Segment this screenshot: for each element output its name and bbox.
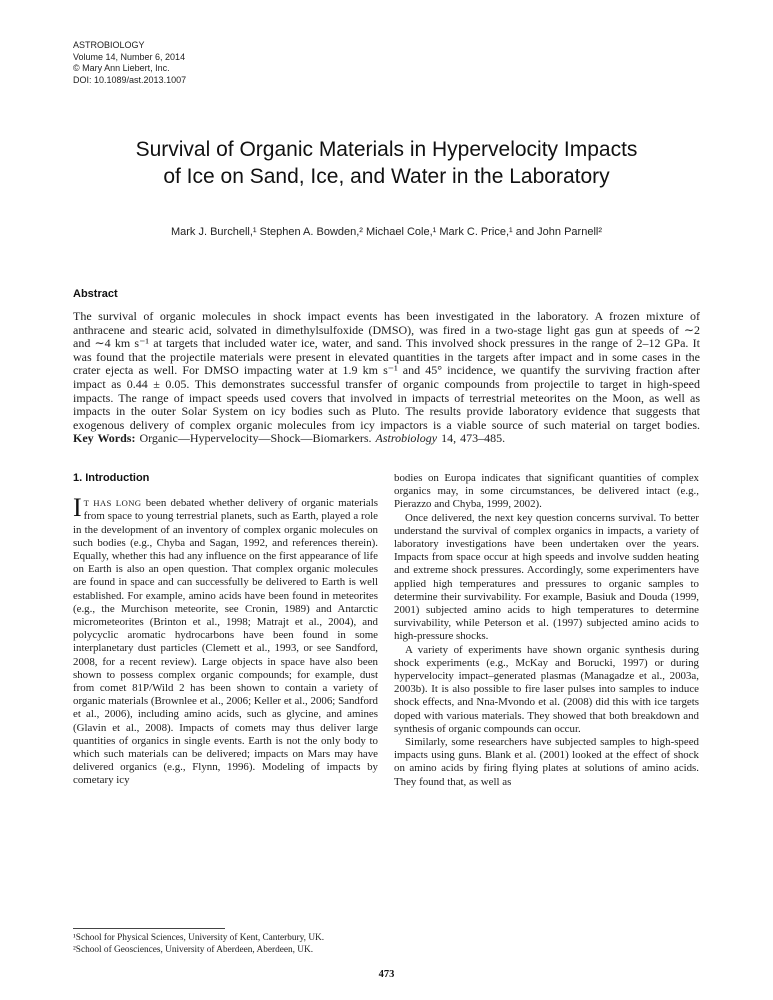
journal-doi: DOI: 10.1089/ast.2013.1007 (73, 74, 187, 85)
abstract-keywords: Organic—Hypervelocity—Shock—Biomarkers. (135, 431, 376, 446)
footnote-rule (73, 928, 225, 929)
paragraph: Once delivered, the next key question concerns survival. To better understand the survival of complex organics in impacts, a variety of laboratory investigations have been undertaken over the years. Impacts from space occur at high speeds and involve sudden heating and extreme shock pressures. Accordingly, some experimenters have applied high temperatures and pressures to organic samples to determine their survivability. For example, Basiuk and Douda (1999, 2001) subjected amino acids to high temperatures to determine survivability, while Peterson et al. (1997) subjected amino acids to high-pressure shocks. (394, 511, 699, 643)
footnotes (73, 928, 700, 956)
abstract-section (73, 288, 700, 446)
paragraph: bodies on Europa indicates that significant quantities of complex organics may, in some circumstances, be delivered intact (e.g., Pierazzo and Chyba, 1999, 2002). (394, 471, 699, 511)
abstract-journal-ref: Astrobiology (375, 431, 438, 446)
journal-volume: Volume 14, Number 6, 2014 (73, 51, 186, 62)
intro-paragraph-text: been debated whether delivery of organic materials from space to young terrestrial planets, such as Earth, played a role in the development of an inventory of complex organic molecules on such bodies (e.g., Chyba and Sagan, 1992, and references therein). Equally, whether this had any influence on the first appearance of life on Earth is also an open question. That complex organic molecules are found in space and can successfully be delivered to Earth is well established. For example, amino acids have been found in meteorites (e.g., the Murchison meteorite, see Cronin, 1989) and Antarctic micrometeorites (Brinton et al., 1998; Matrajt et al., 2004), and polycyclic aromatic hydrocarbons have been found in some interplanetary dust particles (Clemett et al., 1993, or see Sandford, 2008, for a recent review). Large objects in space have also been shown to possess complex organic compounds; for example, dust from comet 81P/Wild 2 has been shown to contain a variety of organic materials (Brownlee et al., 2006; Keller et al., 2006; Sandford et al., 2006), including amino acids, such as glycine, and amines (Glavin et al., 2008). Impacts of comets may thus deliver large quantities of organics in single events. Earth is not the only body to which such materials can be delivered; impacts on Mars may have delivered organics (e.g., Flynn, 1996). Modeling of impacts by cometary icy (73, 497, 378, 787)
footnote-1: ¹School for Physical Sciences, University of Kent, Canterbury, UK. (73, 933, 325, 943)
paragraph: Similarly, some researchers have subjected samples to high-speed impacts using guns. Blank et al. (2001) looked at the effect of shock on amino acids by firing flying plates at solutions of amino acids. They found that, as well as (394, 736, 699, 788)
title-line-2: of Ice on Sand, Ice, and Water in the Laboratory (163, 165, 610, 188)
journal-header (73, 40, 700, 86)
page-number: 473 (378, 969, 395, 980)
abstract-journal-ref-pages: 14, 473–485. (437, 431, 506, 446)
body-columns (73, 472, 700, 789)
introduction-heading: 1. Introduction (73, 471, 150, 484)
paragraph: A variety of experiments have shown organic synthesis during shock experiments (e.g., McKay and Borucki, 1997) or during hypervelocity impact–generated plasmas (Managadze et al., 2003a, 2003b). It is also possible to fire laser pulses into samples to induce shock effects, and Nna-Mvondo et al. (2008) did this with ice targets doped with various materials. They showed that both breakdown and synthesis of organic compounds can occur. (394, 643, 699, 735)
abstract-text (73, 310, 700, 446)
drop-cap: I (73, 493, 82, 523)
authors-line: Mark J. Burchell,¹ Stephen A. Bowden,² Michael Cole,¹ Mark C. Price,¹ and John Parnell² (170, 226, 602, 238)
footnote-2: ²School of Geosciences, University of Aberdeen, Aberdeen, UK. (73, 944, 314, 955)
journal-copyright: © Mary Ann Liebert, Inc. (73, 63, 170, 73)
paper-title (73, 136, 700, 190)
intro-paragraph (73, 493, 378, 787)
abstract-heading: Abstract (73, 288, 118, 300)
journal-name: ASTROBIOLOGY (73, 40, 145, 50)
intro-smallcaps: T HAS LONG (83, 498, 142, 509)
column-left (73, 472, 378, 789)
abstract-keywords-label: Key Words: (73, 431, 136, 446)
title-line-1: Survival of Organic Materials in Hypervelocity Impacts (135, 138, 638, 161)
abstract-body-text: The survival of organic molecules in shock impact events has been investigated in the laboratory. A frozen mixture of anthracene and stearic acid, solvated in dimethylsulfoxide (DMSO), was fired in a two-stage light gas gun at speeds of ∼2 and ∼4 km s⁻¹ at targets that included water ice, water, and sand. This involved shock pressures in the range of 2–12 GPa. It was found that the projectile materials were present in elevated quantities in the targets after impact and in some cases in the crater ejecta as well. For DMSO impacting water at 1.9 km s⁻¹ and 45° incidence, we quantify the surviving fraction after impact as 0.44 ± 0.05. This demonstrates successful transfer of organic compounds from projectile to target in high-speed impacts. The range of impact speeds used covers that involved in impacts of terrestrial meteorites on the Moon, as well as impacts in the outer Solar System on icy bodies such as Pluto. The results provide laboratory evidence that suggests that exogenous delivery of complex organic molecules from icy impactors is a viable source of such material on target bodies. (73, 309, 700, 432)
column-right (394, 472, 699, 789)
